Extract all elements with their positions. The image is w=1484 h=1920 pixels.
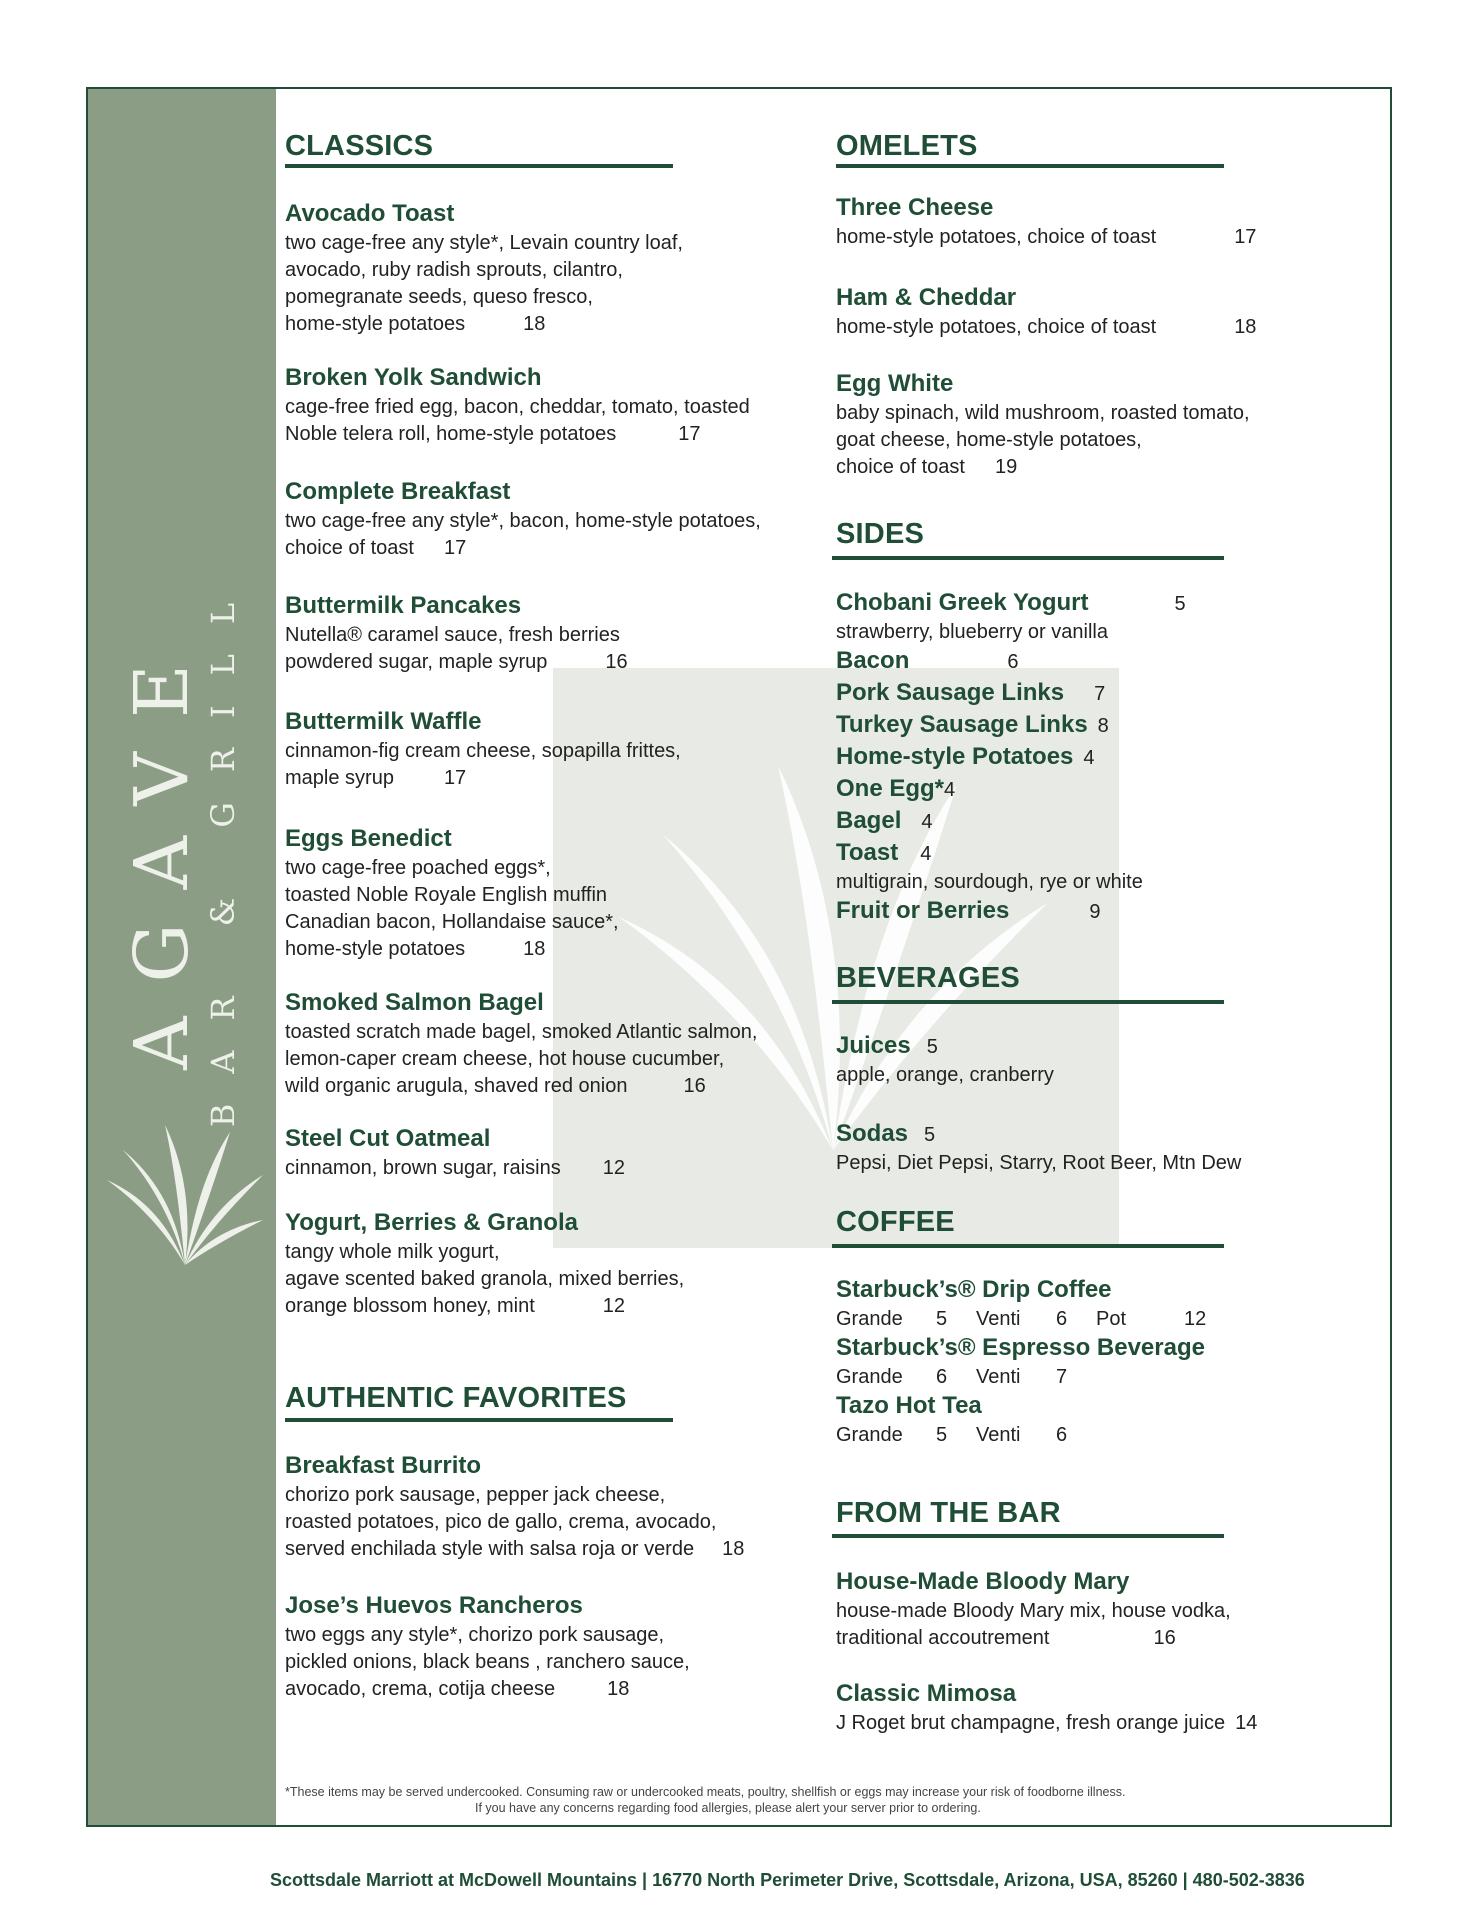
item-price: 19 [994, 456, 1018, 478]
item-description: J Roget brut champagne, fresh orange juice 14 [836, 1712, 1258, 1734]
brand-subtitle: BAR & GRILL [204, 572, 242, 1128]
menu-item-buttermilk-pancakes: Buttermilk Pancakes [285, 592, 522, 619]
omelets-heading: OMELETS [836, 130, 978, 162]
item-price: 16 [605, 651, 628, 673]
beverages-rule [832, 1000, 1224, 1004]
side-item-pork-sausage: Pork Sausage Links 7 [836, 679, 1106, 706]
menu-item-breakfast-burrito: Breakfast Burrito [285, 1452, 482, 1479]
item-price: 16 [683, 1075, 706, 1097]
item-price: 4 [944, 779, 956, 801]
item-price: 5 [924, 1124, 936, 1146]
menu-item-complete-breakfast: Complete Breakfast [285, 478, 511, 505]
item-price: 17 [443, 767, 467, 789]
menu-item-avocado-toast: Avocado Toast [285, 200, 455, 227]
item-description: toasted scratch made bagel, smoked Atlantic salmon, lemon-caper cream cheese, hot house cucumber, wild organic arugula, shaved red onion 16 [285, 1021, 758, 1097]
item-price: 5 [1174, 593, 1186, 615]
item-price: 18 [722, 1538, 745, 1560]
coffee-sizes: Grande 6 Venti 7 [836, 1366, 1068, 1388]
item-description: chorizo pork sausage, pepper jack cheese, roasted potatoes, pico de gallo, crema, avocado, served enchilada style with salsa roja or verde 18 [285, 1484, 745, 1560]
coffee-rule [832, 1244, 1224, 1248]
item-price: 17 [678, 423, 701, 445]
menu-item-eggs-benedict: Eggs Benedict [285, 825, 452, 852]
menu-item-smoked-salmon-bagel: Smoked Salmon Bagel [285, 989, 544, 1016]
side-item-chobani-yogurt: Chobani Greek Yogurt 5 [836, 589, 1186, 616]
item-description: two cage-free any style*, Levain country loaf, avocado, ruby radish sprouts, cilantro, pomegranate seeds, queso fresco, home-style potatoes 18 [285, 232, 683, 335]
bar-item-bloody-mary: House-Made Bloody Mary [836, 1568, 1130, 1595]
menu-item-broken-yolk-sandwich: Broken Yolk Sandwich [285, 364, 542, 391]
item-price: 9 [1089, 901, 1101, 923]
menu-item-steel-cut-oatmeal: Steel Cut Oatmeal [285, 1125, 491, 1152]
item-description: Pepsi, Diet Pepsi, Starry, Root Beer, Mtn Dew [836, 1152, 1242, 1174]
menu-item-egg-white: Egg White [836, 370, 954, 397]
item-description: Nutella® caramel sauce, fresh berries powdered sugar, maple syrup 16 [285, 624, 628, 673]
brand-logo [119, 572, 242, 1128]
item-description: cinnamon-fig cream cheese, sopapilla frittes, maple syrup 17 [285, 740, 681, 789]
coffee-item-tea: Tazo Hot Tea [836, 1392, 982, 1419]
classics-rule [285, 164, 673, 168]
side-item-toast: Toast 4 [836, 839, 932, 866]
item-price: 7 [1094, 683, 1106, 705]
coffee-item-espresso: Starbuck’s® Espresso Beverage [836, 1334, 1205, 1361]
side-item-potatoes: Home-style Potatoes 4 [836, 743, 1095, 770]
side-item-turkey-sausage: Turkey Sausage Links 8 [836, 711, 1109, 738]
item-price: 17 [443, 537, 467, 559]
side-item-bacon: Bacon 6 [836, 647, 1019, 674]
menu-item-buttermilk-waffle: Buttermilk Waffle [285, 708, 482, 735]
item-price: 4 [1083, 747, 1095, 769]
coffee-item-drip: Starbuck’s® Drip Coffee [836, 1276, 1112, 1303]
item-description: two cage-free any style*, bacon, home-style potatoes, choice of toast 17 [285, 510, 761, 559]
item-price: 18 [607, 1678, 630, 1700]
item-description: house-made Bloody Mary mix, house vodka, traditional accoutrement 16 [836, 1600, 1231, 1649]
item-price: 18 [1234, 316, 1257, 338]
item-description: home-style potatoes, choice of toast 17 [836, 226, 1257, 248]
beverage-item-sodas: Sodas 5 [836, 1120, 936, 1147]
item-price: 16 [1153, 1627, 1176, 1649]
agave-watermark-icon [613, 738, 1053, 1178]
item-description: baby spinach, wild mushroom, roasted tomato, goat cheese, home-style potatoes, choice of toast 19 [836, 402, 1250, 478]
menu-item-ham-cheddar: Ham & Cheddar [836, 284, 1017, 311]
hotel-address-footer: Scottsdale Marriott at McDowell Mountains | 16770 North Perimeter Drive, Scottsdale, Arizona, USA, 85260 | 480-502-3836 [270, 1870, 1305, 1890]
omelets-rule [836, 164, 1224, 168]
item-price: 4 [920, 843, 932, 865]
beverages-heading: BEVERAGES [836, 962, 1020, 994]
authentic-favorites-heading: AUTHENTIC FAVORITES [285, 1382, 627, 1414]
bar-item-mimosa: Classic Mimosa [836, 1680, 1017, 1707]
coffee-heading: COFFEE [836, 1206, 955, 1238]
item-description: two eggs any style*, chorizo pork sausage, pickled onions, black beans , ranchero sauce, avocado, crema, cotija cheese 18 [285, 1624, 690, 1700]
item-description: tangy whole milk yogurt, agave scented baked granola, mixed berries, orange blossom honey, mint 12 [285, 1241, 685, 1317]
item-description: cinnamon, brown sugar, raisins 12 [285, 1157, 625, 1179]
item-price: 18 [523, 313, 546, 335]
item-description: multigrain, sourdough, rye or white [836, 871, 1143, 893]
coffee-sizes: Grande 5 Venti 6 [836, 1424, 1068, 1446]
classics-heading: CLASSICS [285, 130, 434, 162]
item-price: 18 [523, 938, 546, 960]
coffee-sizes: Grande 5 Venti 6 Pot 12 [836, 1308, 1207, 1330]
item-description: apple, orange, cranberry [836, 1064, 1054, 1086]
side-item-fruit-berries: Fruit or Berries 9 [836, 897, 1101, 924]
beverage-item-juices: Juices 5 [836, 1032, 938, 1059]
item-price: 8 [1097, 715, 1109, 737]
item-price: 5 [926, 1036, 938, 1058]
brand-name: AGAVE [119, 630, 205, 1070]
item-description: two cage-free poached eggs*, toasted Noble Royale English muffin Canadian bacon, Hollandaise sauce*, home-style potatoes 18 [285, 857, 619, 960]
item-price: 12 [602, 1157, 625, 1179]
sides-rule [832, 556, 1224, 560]
item-price: 17 [1234, 226, 1257, 248]
agave-leaf-icon [105, 1120, 265, 1270]
item-price: 4 [921, 811, 933, 833]
item-price: 12 [602, 1295, 626, 1317]
side-item-bagel: Bagel 4 [836, 807, 933, 834]
menu-item-three-cheese: Three Cheese [836, 194, 994, 221]
item-price: 14 [1235, 1712, 1258, 1734]
allergy-footnote: *These items may be served undercooked. Consuming raw or undercooked meats, poultry, shellfish or eggs may increase your risk of foodborne illness. If you have any concerns regarding food allergies, please alert your server prior to ordering. [285, 1785, 1126, 1815]
authentic-favorites-rule [285, 1418, 673, 1422]
from-the-bar-heading: FROM THE BAR [836, 1497, 1061, 1529]
side-item-one-egg: One Egg*4 [836, 775, 956, 802]
menu-item-huevos-rancheros: Jose’s Huevos Rancheros [285, 1592, 583, 1619]
menu-item-yogurt-berries-granola: Yogurt, Berries & Granola [285, 1209, 578, 1236]
item-description: cage-free fried egg, bacon, cheddar, tomato, toasted Noble telera roll, home-style potatoes 17 [285, 396, 750, 445]
item-price: 6 [1007, 651, 1019, 673]
from-the-bar-rule [832, 1534, 1224, 1538]
sides-heading: SIDES [836, 518, 925, 550]
item-description: strawberry, blueberry or vanilla [836, 621, 1108, 643]
item-description: home-style potatoes, choice of toast 18 [836, 316, 1257, 338]
